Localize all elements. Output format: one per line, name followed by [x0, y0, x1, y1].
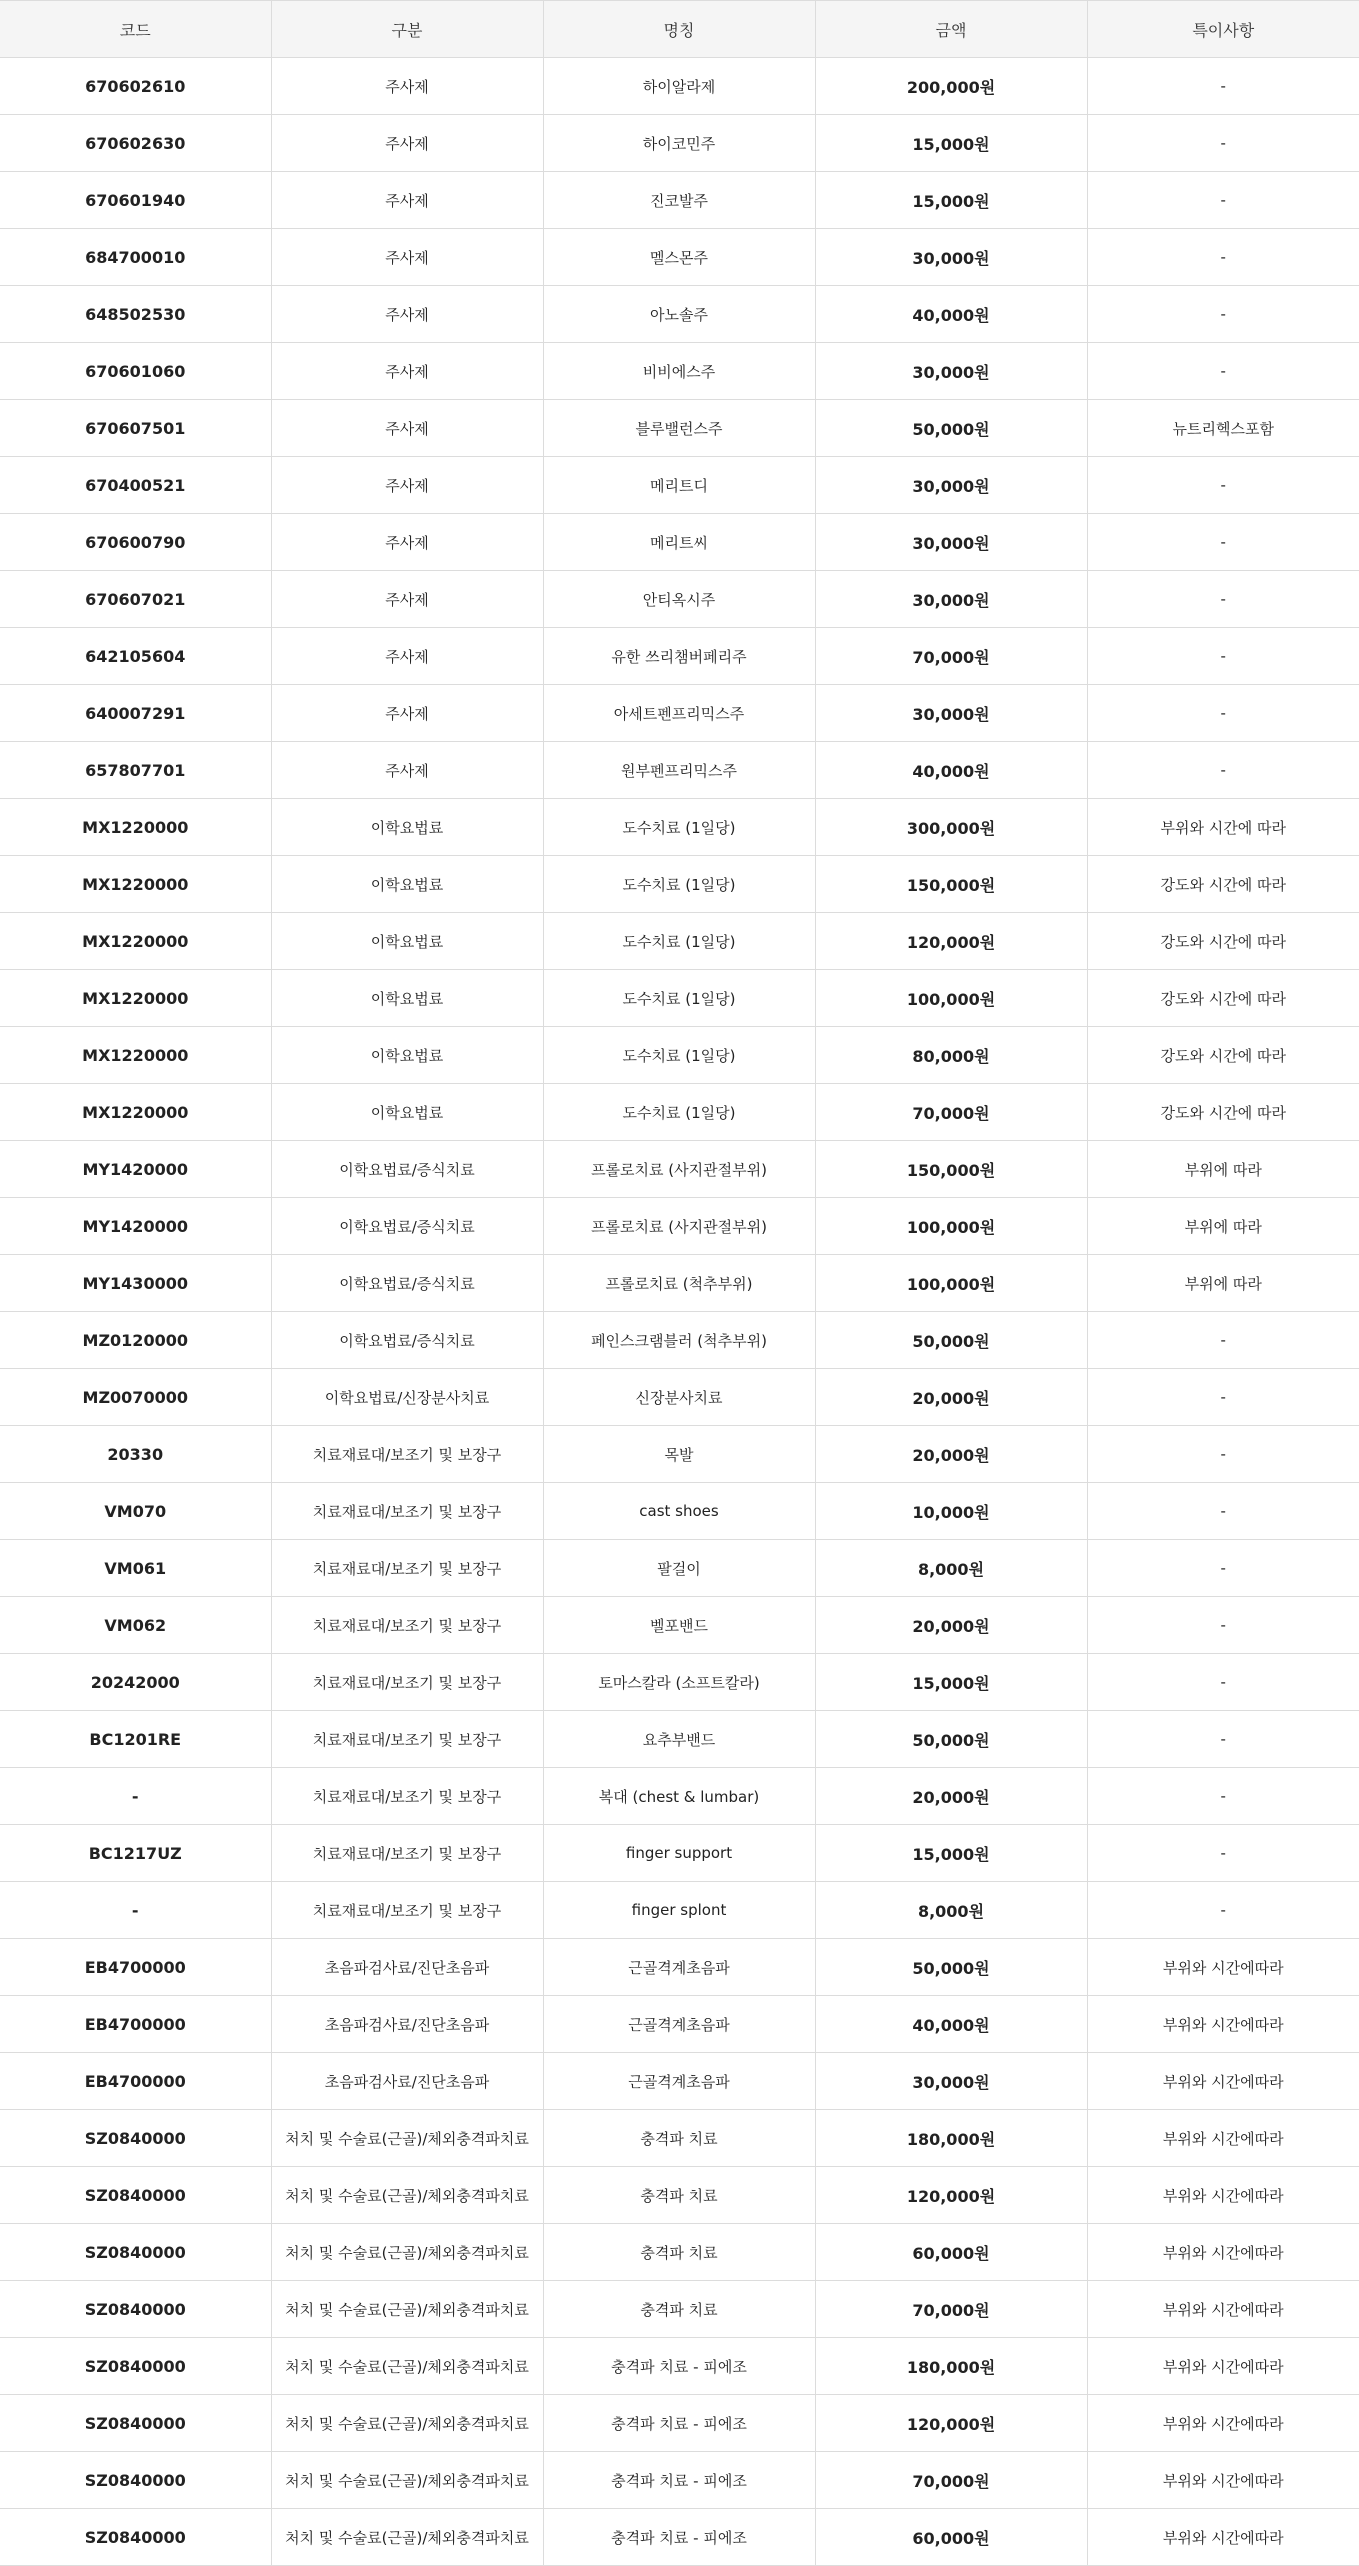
- table-row: [0, 1426, 1359, 1483]
- cell-note: -: [1087, 457, 1359, 514]
- cell-code: SZ0840000: [0, 2452, 271, 2509]
- cell-name: 충격파 치료 - 피에조: [543, 2338, 815, 2395]
- cell-code: MZ0120000: [0, 1312, 271, 1369]
- table-row: [0, 1027, 1359, 1084]
- cell-code: EB4700000: [0, 1939, 271, 1996]
- cell-name: 근골격계초음파: [543, 2053, 815, 2110]
- cell-amount: 30,000원: [815, 514, 1087, 571]
- table-row: [0, 685, 1359, 742]
- cell-amount: 40,000원: [815, 1996, 1087, 2053]
- cell-category: 치료재료대/보조기 및 보장구: [271, 1483, 543, 1540]
- table-row: [0, 799, 1359, 856]
- cell-code: MY1430000: [0, 1255, 271, 1312]
- cell-category: 치료재료대/보조기 및 보장구: [271, 1426, 543, 1483]
- table-row: [0, 343, 1359, 400]
- cell-note: -: [1087, 1312, 1359, 1369]
- cell-note: 부위에 따라: [1087, 1141, 1359, 1198]
- cell-note: 부위와 시간에따라: [1087, 2509, 1359, 2566]
- cell-category: 처치 및 수술료(근골)/체외충격파치료: [271, 2167, 543, 2224]
- cell-note: 부위에 따라: [1087, 1198, 1359, 1255]
- cell-amount: 20,000원: [815, 1768, 1087, 1825]
- cell-note: -: [1087, 172, 1359, 229]
- cell-name: 도수치료 (1일당): [543, 856, 815, 913]
- cell-name: 블루밸런스주: [543, 400, 815, 457]
- cell-code: SZ0840000: [0, 2509, 271, 2566]
- cell-code: MX1220000: [0, 1084, 271, 1141]
- cell-name: 충격파 치료 - 피에조: [543, 2509, 815, 2566]
- cell-amount: 60,000원: [815, 2224, 1087, 2281]
- cell-note: 부위와 시간에따라: [1087, 2281, 1359, 2338]
- cell-category: 처치 및 수술료(근골)/체외충격파치료: [271, 2224, 543, 2281]
- cell-code: 684700010: [0, 229, 271, 286]
- cell-category: 이학요법료: [271, 913, 543, 970]
- cell-name: 근골격계초음파: [543, 1939, 815, 1996]
- cell-code: 670601940: [0, 172, 271, 229]
- cell-category: 치료재료대/보조기 및 보장구: [271, 1882, 543, 1939]
- cell-category: 치료재료대/보조기 및 보장구: [271, 1768, 543, 1825]
- cell-note: -: [1087, 1369, 1359, 1426]
- table-row: [0, 2395, 1359, 2452]
- cell-note: 부위와 시간에따라: [1087, 2452, 1359, 2509]
- cell-note: -: [1087, 343, 1359, 400]
- table-row: [0, 1141, 1359, 1198]
- header-category: 구분: [271, 1, 543, 58]
- cell-name: 프롤로치료 (사지관절부위): [543, 1141, 815, 1198]
- cell-code: MX1220000: [0, 913, 271, 970]
- cell-amount: 60,000원: [815, 2509, 1087, 2566]
- cell-code: MZ0070000: [0, 1369, 271, 1426]
- cell-note: 강도와 시간에 따라: [1087, 970, 1359, 1027]
- cell-code: VM061: [0, 1540, 271, 1597]
- cell-code: MY1420000: [0, 1198, 271, 1255]
- cell-code: 20242000: [0, 1654, 271, 1711]
- cell-category: 이학요법료/증식치료: [271, 1198, 543, 1255]
- cell-code: -: [0, 1882, 271, 1939]
- cell-note: 부위와 시간에따라: [1087, 2224, 1359, 2281]
- table-row: [0, 742, 1359, 799]
- cell-code: 640007291: [0, 685, 271, 742]
- cell-note: 뉴트리헥스포함: [1087, 400, 1359, 457]
- header-name: 명칭: [543, 1, 815, 58]
- cell-amount: 15,000원: [815, 172, 1087, 229]
- table-row: [0, 856, 1359, 913]
- cell-name: 복대 (chest & lumbar): [543, 1768, 815, 1825]
- cell-code: 20330: [0, 1426, 271, 1483]
- cell-note: -: [1087, 1711, 1359, 1768]
- table-row: [0, 2110, 1359, 2167]
- cell-code: BC1217UZ: [0, 1825, 271, 1882]
- cell-note: 부위와 시간에따라: [1087, 2053, 1359, 2110]
- cell-code: -: [0, 1768, 271, 1825]
- cell-note: -: [1087, 115, 1359, 172]
- table-row: [0, 1768, 1359, 1825]
- table-row: [0, 2167, 1359, 2224]
- table-row: [0, 229, 1359, 286]
- cell-category: 이학요법료/증식치료: [271, 1255, 543, 1312]
- cell-note: -: [1087, 1654, 1359, 1711]
- cell-category: 처치 및 수술료(근골)/체외충격파치료: [271, 2452, 543, 2509]
- cell-amount: 120,000원: [815, 913, 1087, 970]
- cell-name: 하이알라제: [543, 58, 815, 115]
- cell-amount: 100,000원: [815, 1255, 1087, 1312]
- cell-category: 주사제: [271, 229, 543, 286]
- cell-amount: 8,000원: [815, 1540, 1087, 1597]
- cell-code: VM062: [0, 1597, 271, 1654]
- cell-category: 처치 및 수술료(근골)/체외충격파치료: [271, 2338, 543, 2395]
- cell-note: 부위와 시간에 따라: [1087, 799, 1359, 856]
- cell-code: 670607021: [0, 571, 271, 628]
- cell-note: -: [1087, 514, 1359, 571]
- cell-amount: 30,000원: [815, 571, 1087, 628]
- cell-category: 처치 및 수술료(근골)/체외충격파치료: [271, 2509, 543, 2566]
- cell-amount: 20,000원: [815, 1369, 1087, 1426]
- cell-code: 670602610: [0, 58, 271, 115]
- cell-note: -: [1087, 571, 1359, 628]
- table-row: [0, 2338, 1359, 2395]
- cell-name: 도수치료 (1일당): [543, 1084, 815, 1141]
- cell-name: 근골격계초음파: [543, 1996, 815, 2053]
- cell-note: 부위와 시간에따라: [1087, 2167, 1359, 2224]
- cell-name: 메리트씨: [543, 514, 815, 571]
- cell-name: 요추부밴드: [543, 1711, 815, 1768]
- table-row: [0, 514, 1359, 571]
- table-row: [0, 970, 1359, 1027]
- cell-note: 강도와 시간에 따라: [1087, 1084, 1359, 1141]
- cell-code: MX1220000: [0, 856, 271, 913]
- cell-amount: 15,000원: [815, 1825, 1087, 1882]
- cell-code: 670600790: [0, 514, 271, 571]
- table-row: [0, 1084, 1359, 1141]
- cell-amount: 180,000원: [815, 2110, 1087, 2167]
- cell-amount: 70,000원: [815, 1084, 1087, 1141]
- cell-amount: 120,000원: [815, 2167, 1087, 2224]
- cell-note: -: [1087, 1483, 1359, 1540]
- table-row: [0, 1597, 1359, 1654]
- cell-category: 이학요법료/증식치료: [271, 1141, 543, 1198]
- cell-amount: 50,000원: [815, 1939, 1087, 1996]
- cell-amount: 15,000원: [815, 115, 1087, 172]
- cell-name: finger splont: [543, 1882, 815, 1939]
- cell-category: 초음파검사료/진단초음파: [271, 1939, 543, 1996]
- header-note: 특이사항: [1087, 1, 1359, 58]
- cell-category: 초음파검사료/진단초음파: [271, 1996, 543, 2053]
- cell-name: 충격파 치료: [543, 2110, 815, 2167]
- cell-amount: 100,000원: [815, 1198, 1087, 1255]
- cell-name: 하이코민주: [543, 115, 815, 172]
- cell-code: MX1220000: [0, 799, 271, 856]
- cell-name: 도수치료 (1일당): [543, 970, 815, 1027]
- cell-note: 부위와 시간에따라: [1087, 1996, 1359, 2053]
- cell-name: 유한 쓰리챔버페리주: [543, 628, 815, 685]
- table-row: [0, 1711, 1359, 1768]
- cell-code: 648502530: [0, 286, 271, 343]
- table-row: [0, 2281, 1359, 2338]
- cell-amount: 30,000원: [815, 343, 1087, 400]
- cell-code: SZ0840000: [0, 2338, 271, 2395]
- cell-name: 도수치료 (1일당): [543, 1027, 815, 1084]
- cell-name: 진코발주: [543, 172, 815, 229]
- cell-category: 주사제: [271, 571, 543, 628]
- table-row: [0, 400, 1359, 457]
- cell-category: 이학요법료: [271, 970, 543, 1027]
- cell-category: 이학요법료: [271, 856, 543, 913]
- table-row: [0, 58, 1359, 115]
- cell-category: 주사제: [271, 742, 543, 799]
- table-row: [0, 913, 1359, 970]
- cell-code: 670400521: [0, 457, 271, 514]
- table-row: [0, 2224, 1359, 2281]
- cell-note: -: [1087, 1825, 1359, 1882]
- cell-category: 주사제: [271, 286, 543, 343]
- table-row: [0, 1312, 1359, 1369]
- cell-code: MX1220000: [0, 1027, 271, 1084]
- cell-category: 처치 및 수술료(근골)/체외충격파치료: [271, 2395, 543, 2452]
- cell-code: SZ0840000: [0, 2395, 271, 2452]
- cell-name: 충격파 치료 - 피에조: [543, 2452, 815, 2509]
- cell-note: -: [1087, 628, 1359, 685]
- cell-note: 강도와 시간에 따라: [1087, 1027, 1359, 1084]
- cell-category: 주사제: [271, 400, 543, 457]
- cell-category: 이학요법료: [271, 799, 543, 856]
- table-row: [0, 1198, 1359, 1255]
- cell-code: SZ0840000: [0, 2224, 271, 2281]
- cell-note: -: [1087, 229, 1359, 286]
- cell-name: 프롤로치료 (척추부위): [543, 1255, 815, 1312]
- header-amount: 금액: [815, 1, 1087, 58]
- cell-code: EB4700000: [0, 2053, 271, 2110]
- table-row: [0, 1255, 1359, 1312]
- cell-code: 642105604: [0, 628, 271, 685]
- cell-code: SZ0840000: [0, 2167, 271, 2224]
- cell-note: 부위와 시간에따라: [1087, 2110, 1359, 2167]
- cell-category: 이학요법료/증식치료: [271, 1312, 543, 1369]
- cell-category: 이학요법료: [271, 1084, 543, 1141]
- cell-code: VM070: [0, 1483, 271, 1540]
- cell-category: 주사제: [271, 685, 543, 742]
- cell-note: 부위와 시간에따라: [1087, 1939, 1359, 1996]
- cell-name: 신장분사치료: [543, 1369, 815, 1426]
- cell-category: 주사제: [271, 514, 543, 571]
- cell-note: 부위와 시간에따라: [1087, 2395, 1359, 2452]
- cell-category: 이학요법료: [271, 1027, 543, 1084]
- table-row: [0, 2053, 1359, 2110]
- cell-code: SZ0840000: [0, 2110, 271, 2167]
- cell-category: 주사제: [271, 457, 543, 514]
- cell-note: -: [1087, 1597, 1359, 1654]
- table-row: [0, 1540, 1359, 1597]
- cell-name: 도수치료 (1일당): [543, 799, 815, 856]
- cell-code: MY1420000: [0, 1141, 271, 1198]
- cell-name: 아세트펜프리믹스주: [543, 685, 815, 742]
- cell-amount: 300,000원: [815, 799, 1087, 856]
- table-row: [0, 1483, 1359, 1540]
- cell-amount: 70,000원: [815, 628, 1087, 685]
- cell-code: 670607501: [0, 400, 271, 457]
- table-row: [0, 115, 1359, 172]
- cell-category: 치료재료대/보조기 및 보장구: [271, 1711, 543, 1768]
- table-row: [0, 457, 1359, 514]
- cell-amount: 20,000원: [815, 1597, 1087, 1654]
- cell-amount: 50,000원: [815, 1312, 1087, 1369]
- cell-note: -: [1087, 1426, 1359, 1483]
- table-row: [0, 2509, 1359, 2566]
- table-body: [0, 58, 1359, 2566]
- cell-amount: 150,000원: [815, 1141, 1087, 1198]
- cell-name: cast shoes: [543, 1483, 815, 1540]
- cell-amount: 40,000원: [815, 286, 1087, 343]
- header-row: [0, 1, 1359, 58]
- cell-name: 충격파 치료: [543, 2224, 815, 2281]
- cell-name: 프롤로치료 (사지관절부위): [543, 1198, 815, 1255]
- cell-amount: 180,000원: [815, 2338, 1087, 2395]
- cell-amount: 30,000원: [815, 457, 1087, 514]
- cell-name: finger support: [543, 1825, 815, 1882]
- cell-amount: 30,000원: [815, 229, 1087, 286]
- cell-note: 부위와 시간에따라: [1087, 2338, 1359, 2395]
- cell-name: 충격파 치료: [543, 2167, 815, 2224]
- cell-name: 아노솔주: [543, 286, 815, 343]
- cell-name: 멜스몬주: [543, 229, 815, 286]
- cell-note: -: [1087, 742, 1359, 799]
- cell-category: 주사제: [271, 628, 543, 685]
- cell-amount: 50,000원: [815, 400, 1087, 457]
- cell-code: 670602630: [0, 115, 271, 172]
- cell-amount: 200,000원: [815, 58, 1087, 115]
- table-row: [0, 286, 1359, 343]
- cell-note: -: [1087, 286, 1359, 343]
- cell-amount: 70,000원: [815, 2452, 1087, 2509]
- cell-amount: 150,000원: [815, 856, 1087, 913]
- cell-note: -: [1087, 1882, 1359, 1939]
- table-row: [0, 571, 1359, 628]
- table-row: [0, 1369, 1359, 1426]
- cell-code: EB4700000: [0, 1996, 271, 2053]
- cell-category: 주사제: [271, 58, 543, 115]
- cell-note: -: [1087, 58, 1359, 115]
- cell-amount: 80,000원: [815, 1027, 1087, 1084]
- cell-amount: 30,000원: [815, 2053, 1087, 2110]
- cell-amount: 120,000원: [815, 2395, 1087, 2452]
- cell-name: 페인스크램블러 (척추부위): [543, 1312, 815, 1369]
- cell-name: 원부펜프리믹스주: [543, 742, 815, 799]
- cell-amount: 100,000원: [815, 970, 1087, 1027]
- cell-category: 처치 및 수술료(근골)/체외충격파치료: [271, 2281, 543, 2338]
- cell-category: 처치 및 수술료(근골)/체외충격파치료: [271, 2110, 543, 2167]
- cell-name: 비비에스주: [543, 343, 815, 400]
- cell-amount: 70,000원: [815, 2281, 1087, 2338]
- cell-note: 부위에 따라: [1087, 1255, 1359, 1312]
- cell-note: 강도와 시간에 따라: [1087, 856, 1359, 913]
- cell-code: 657807701: [0, 742, 271, 799]
- cell-name: 벨포밴드: [543, 1597, 815, 1654]
- cell-name: 충격파 치료 - 피에조: [543, 2395, 815, 2452]
- table-row: [0, 628, 1359, 685]
- table-header: [0, 1, 1359, 58]
- cell-note: -: [1087, 685, 1359, 742]
- table-row: [0, 1825, 1359, 1882]
- cell-category: 주사제: [271, 343, 543, 400]
- cell-amount: 50,000원: [815, 1711, 1087, 1768]
- cell-amount: 8,000원: [815, 1882, 1087, 1939]
- cell-code: BC1201RE: [0, 1711, 271, 1768]
- cell-amount: 20,000원: [815, 1426, 1087, 1483]
- cell-category: 주사제: [271, 115, 543, 172]
- cell-note: 강도와 시간에 따라: [1087, 913, 1359, 970]
- table-row: [0, 1996, 1359, 2053]
- cell-note: -: [1087, 1540, 1359, 1597]
- table-row: [0, 2452, 1359, 2509]
- cell-category: 초음파검사료/진단초음파: [271, 2053, 543, 2110]
- cell-category: 치료재료대/보조기 및 보장구: [271, 1597, 543, 1654]
- cell-code: SZ0840000: [0, 2281, 271, 2338]
- cell-amount: 15,000원: [815, 1654, 1087, 1711]
- cell-name: 메리트디: [543, 457, 815, 514]
- cell-name: 도수치료 (1일당): [543, 913, 815, 970]
- cell-name: 토마스칼라 (소프트칼라): [543, 1654, 815, 1711]
- header-code: 코드: [0, 1, 271, 58]
- table-row: [0, 1939, 1359, 1996]
- cell-note: -: [1087, 1768, 1359, 1825]
- cell-name: 목발: [543, 1426, 815, 1483]
- cell-category: 치료재료대/보조기 및 보장구: [271, 1540, 543, 1597]
- table-row: [0, 1882, 1359, 1939]
- cell-category: 주사제: [271, 172, 543, 229]
- cell-name: 충격파 치료: [543, 2281, 815, 2338]
- cell-category: 치료재료대/보조기 및 보장구: [271, 1825, 543, 1882]
- table-row: [0, 1654, 1359, 1711]
- table-row: [0, 172, 1359, 229]
- cell-amount: 10,000원: [815, 1483, 1087, 1540]
- cell-amount: 30,000원: [815, 685, 1087, 742]
- cell-code: 670601060: [0, 343, 271, 400]
- cell-category: 치료재료대/보조기 및 보장구: [271, 1654, 543, 1711]
- cell-name: 팔걸이: [543, 1540, 815, 1597]
- cell-name: 안티옥시주: [543, 571, 815, 628]
- cell-category: 이학요법료/신장분사치료: [271, 1369, 543, 1426]
- cell-amount: 40,000원: [815, 742, 1087, 799]
- cell-code: MX1220000: [0, 970, 271, 1027]
